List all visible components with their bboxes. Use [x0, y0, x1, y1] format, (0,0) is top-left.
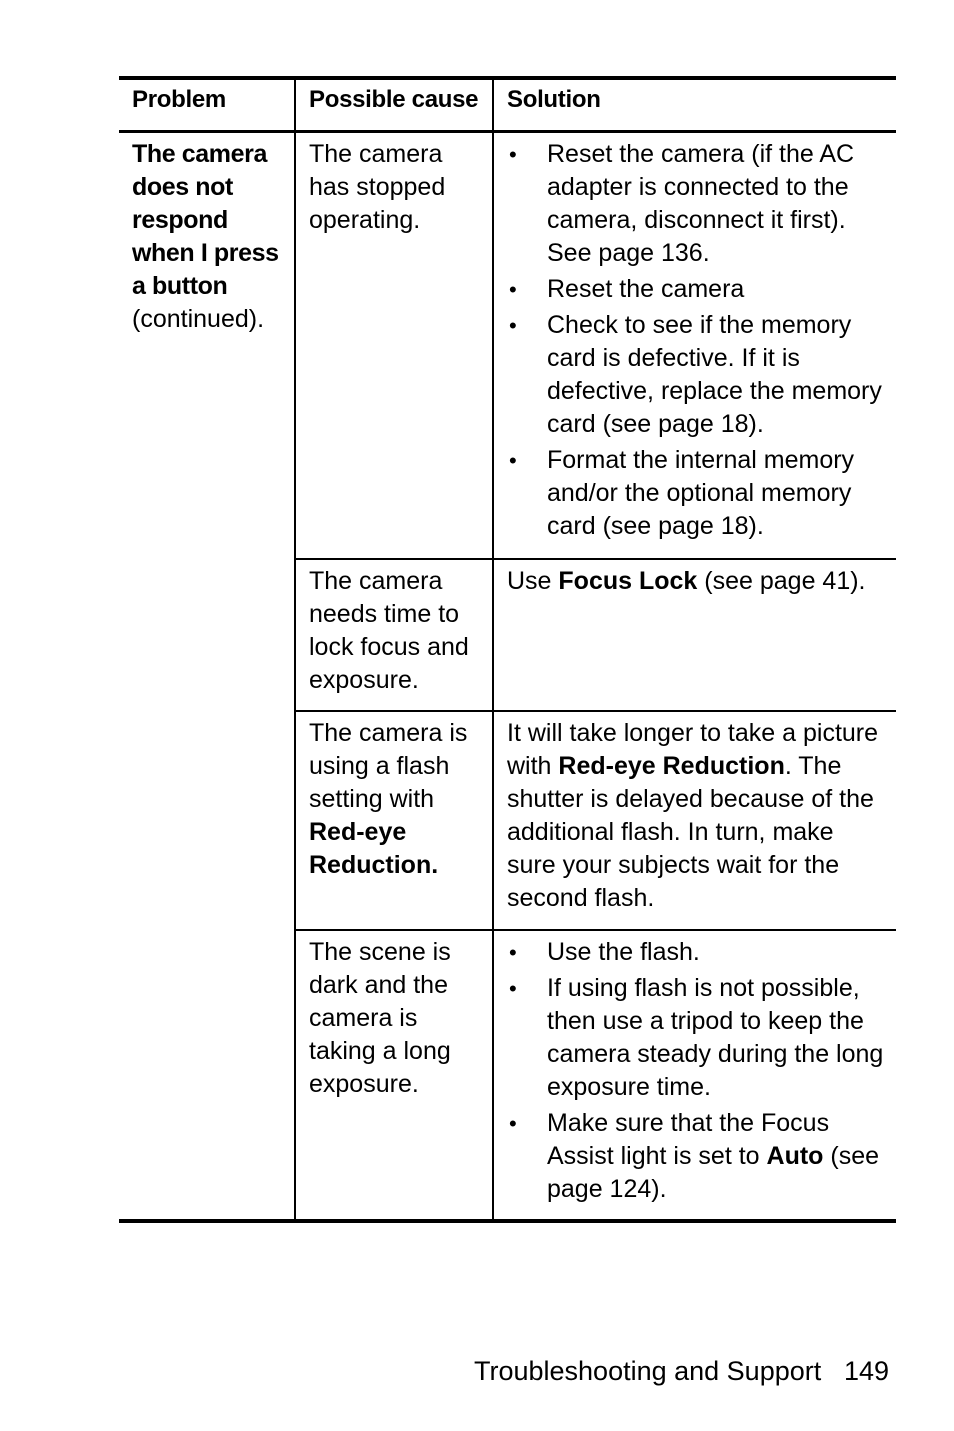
solution-cell [492, 712, 896, 929]
cause-cell: The scene is dark and the camera is taking a long exposure. [294, 931, 492, 1219]
header-cause: Possible cause [294, 80, 492, 130]
list-item: • Check to see if the memory card is defective. If it is defective, replace the memory card (see page 18). [507, 309, 888, 441]
problem-cell [119, 133, 294, 1219]
header-problem: Problem [132, 86, 226, 113]
solution-text: (see page 124). [547, 1142, 880, 1203]
problem-continued: (continued). [132, 305, 265, 333]
solution-cell [492, 931, 896, 1219]
solution-text: Make sure that the Focus Assist light is set to [547, 1109, 830, 1170]
solution-list [507, 936, 888, 1206]
table-row [294, 710, 896, 929]
table-row [294, 133, 896, 558]
troubleshooting-table [119, 76, 896, 1223]
solution-cell [492, 133, 896, 558]
page-footer [474, 1356, 894, 1387]
cause-cell: The camera has stopped operating. [294, 133, 492, 558]
solution-list [507, 138, 888, 543]
solution-text: It will take longer to take a picture with [507, 719, 879, 780]
solution-text: . The shutter is delayed because of the additional flash. In turn, make sure your subjects wait for the second flash. [507, 752, 874, 912]
table-header [119, 80, 896, 133]
solution-cell [492, 560, 896, 710]
solution-text: (see page 41). [697, 567, 866, 595]
solution-text: Use [507, 567, 559, 595]
cause-solution-rows [294, 133, 896, 1219]
footer-section: Troubleshooting and Support [474, 1356, 822, 1386]
solution-term: Focus Lock [558, 567, 698, 595]
cause-cell: The camera needs time to lock focus and exposure. [294, 560, 492, 710]
list-item [507, 1107, 888, 1206]
cause-cell [294, 712, 492, 929]
list-item: • If using flash is not possible, then use a tripod to keep the camera steady during the long exposure time. [507, 972, 888, 1104]
problem-title: The camera does not respond when I press a button [132, 140, 279, 300]
solution-term: Auto [766, 1142, 824, 1170]
cause-term: Red-eye Reduction. [309, 818, 439, 879]
list-item: • Reset the camera [507, 273, 888, 306]
list-item: • Use the flash. [507, 936, 888, 969]
header-solution: Solution [492, 80, 896, 130]
solution-term: Red-eye Reduction [558, 752, 785, 780]
table-row [294, 929, 896, 1219]
cause-text: The camera is using a flash setting with [309, 719, 468, 813]
table-row [294, 558, 896, 710]
list-item: • Reset the camera (if the AC adapter is connected to the camera, disconnect it first). See page 136. [507, 138, 888, 270]
table-body [119, 133, 896, 1219]
list-item: • Format the internal memory and/or the optional memory card (see page 18). [507, 444, 888, 543]
page-number: 149 [844, 1356, 890, 1386]
